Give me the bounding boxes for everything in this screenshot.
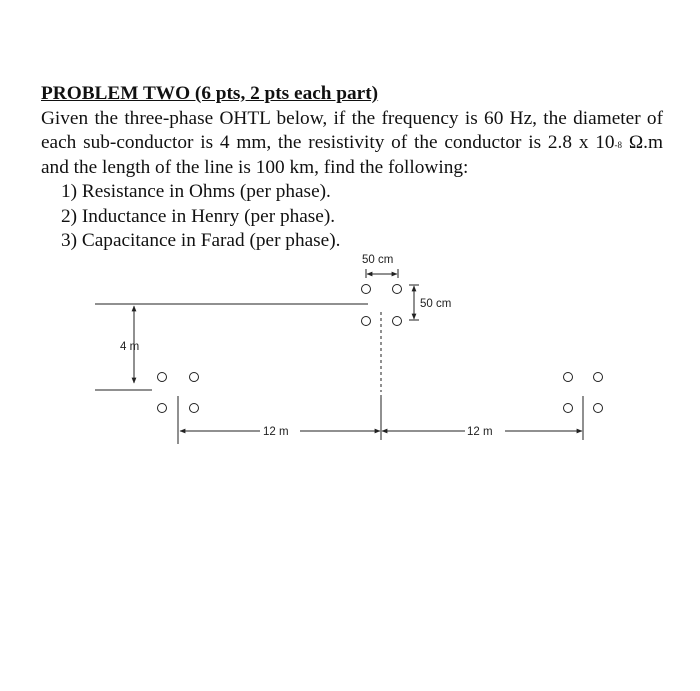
conductor-right-top-1	[564, 373, 573, 382]
question-item: 3) Capacitance in Farad (per phase).	[61, 230, 341, 251]
statement-part2: Ω.m and the length of the line is 100 km, find the following:	[41, 132, 663, 178]
problem-title: PROBLEM TWO (6 pts, 2 pts each part)	[41, 83, 379, 104]
height-label: 4 m	[120, 341, 140, 353]
conductor-middle-top-2	[393, 285, 402, 294]
conductor-left-top-2	[190, 373, 199, 382]
conductor-right-bottom-2	[594, 404, 603, 413]
conductor-left-bottom-2	[190, 404, 199, 413]
question-item: 1) Resistance in Ohms (per phase).	[61, 181, 331, 202]
conductor-middle-top-1	[362, 285, 371, 294]
bundle-spacing-label: 50 cm	[362, 254, 394, 266]
conductor-right-bottom-1	[564, 404, 573, 413]
conductor-middle-bottom-1	[362, 317, 371, 326]
conductor-right-top-2	[594, 373, 603, 382]
conductor-left-bottom-1	[158, 404, 167, 413]
right-distance-label: 12 m	[467, 426, 493, 438]
left-distance-label: 12 m	[263, 426, 289, 438]
vertical-spacing-label: 50 cm	[420, 298, 452, 310]
conductor-middle-bottom-2	[393, 317, 402, 326]
conductor-left-top-1	[158, 373, 167, 382]
question-item: 2) Inductance in Henry (per phase).	[61, 205, 336, 227]
resistivity-exponent: -8	[614, 140, 623, 150]
statement-part1: Given the three-phase OHTL below, if the frequency is 60 Hz, the diameter of each sub-conductor is 4 mm, the resistivity of the conductor is 2.8 x 10	[41, 107, 663, 153]
